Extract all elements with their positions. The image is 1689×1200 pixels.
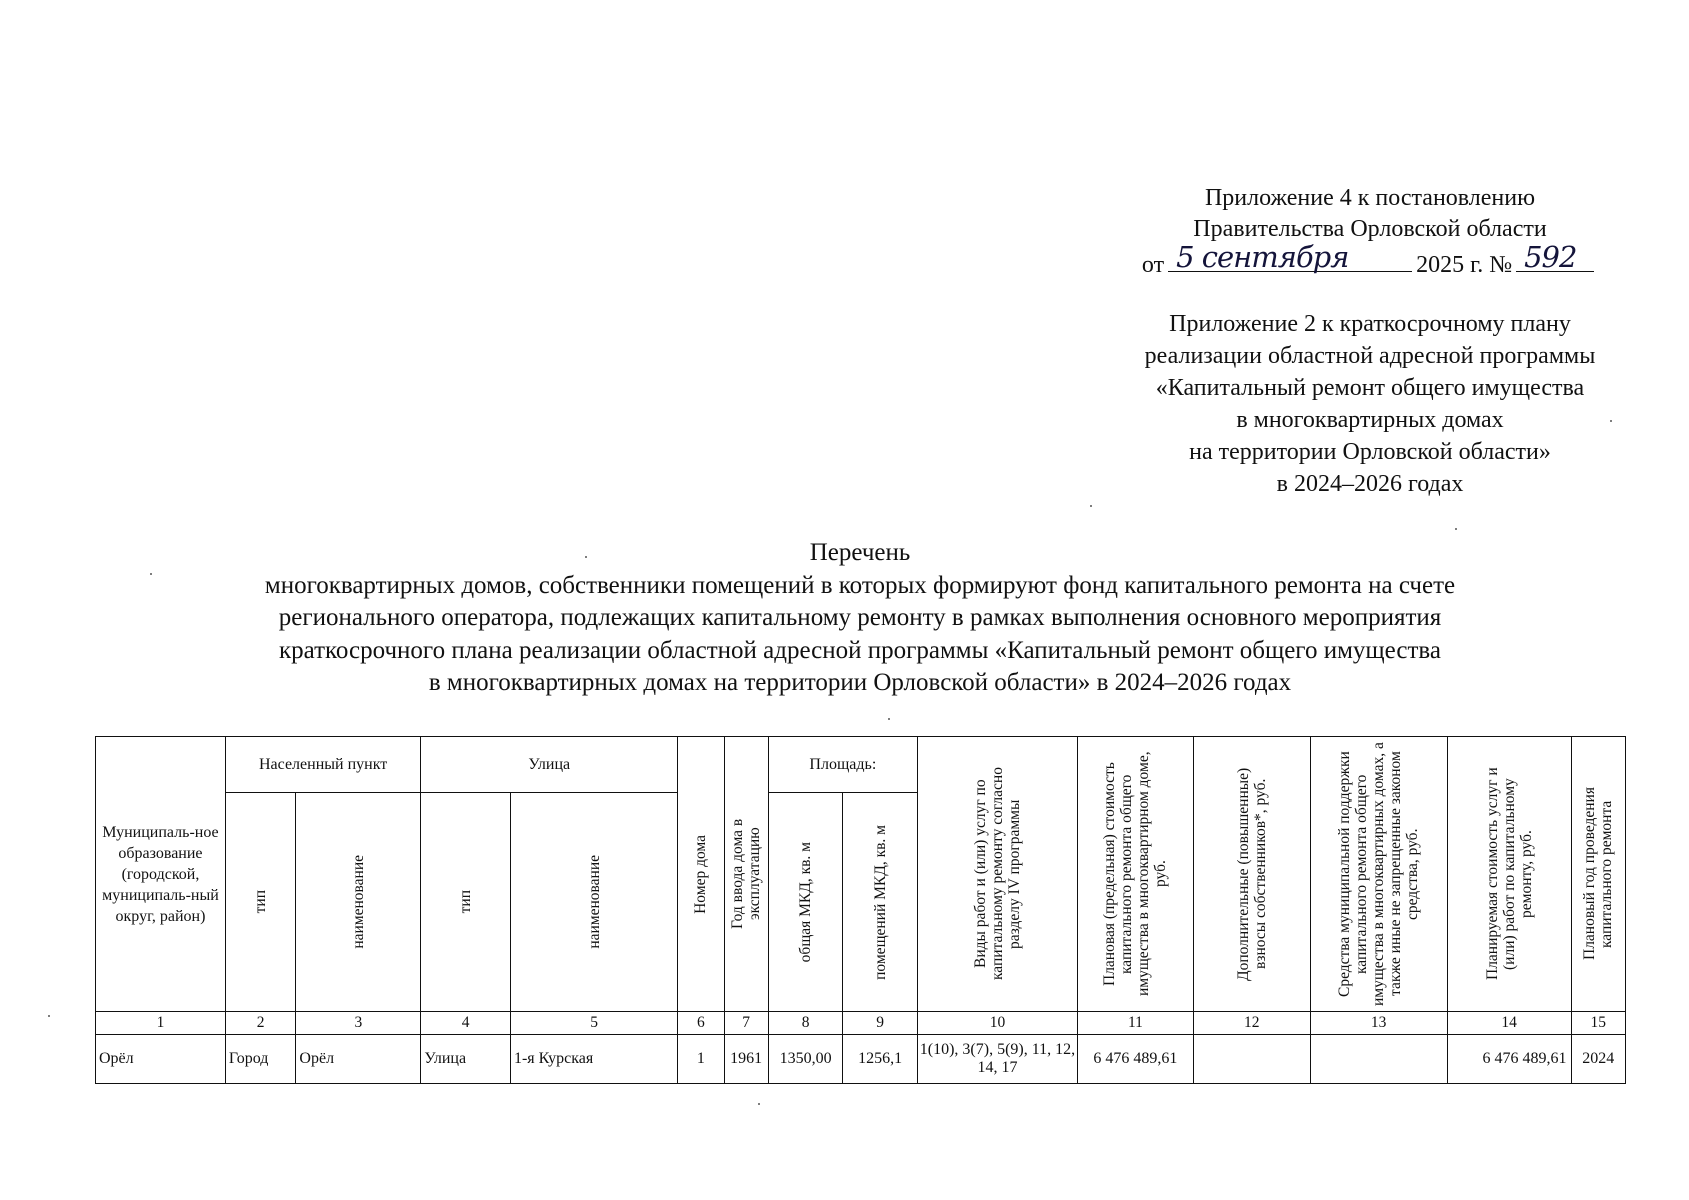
header-row-1 xyxy=(96,737,1626,793)
handwritten-number: 592 xyxy=(1524,240,1577,274)
col-settlement-type-header xyxy=(225,793,296,1012)
cell-house-number: 1 xyxy=(678,1035,724,1084)
cell-street-name: 1-я Курская xyxy=(510,1035,677,1084)
list-title-line: в многоквартирных домах на территории Орловской области» в 2024–2026 годах xyxy=(428,669,1292,696)
year-label: 2025 г. № xyxy=(1416,252,1513,278)
date-blank xyxy=(1168,240,1412,274)
column-number: 14 xyxy=(1447,1012,1571,1035)
col-municipality-header: Муниципаль-ное образование (городской, муниципаль-ный округ, район) xyxy=(96,737,226,1012)
annex-line-1: Приложение 4 к постановлению xyxy=(1204,185,1536,211)
col-street-type-header xyxy=(421,793,511,1012)
cell-additional xyxy=(1193,1035,1310,1084)
col-year-built-header xyxy=(724,737,768,1012)
cell-settlement-name: Орёл xyxy=(296,1035,421,1084)
col-works-header xyxy=(917,737,1077,1012)
year-built-label: Год ввода дома в эксплуатацию xyxy=(729,818,764,930)
planned-year-label: Плановый год проведения капитального ремонта xyxy=(1581,787,1616,961)
col-settlement-header: Населенный пункт xyxy=(225,737,420,793)
from-label: от xyxy=(1141,252,1165,278)
cell-area-premises: 1256,1 xyxy=(843,1035,918,1084)
annex2-line: в 2024–2026 годах xyxy=(1276,471,1464,497)
col-street-name-header xyxy=(510,793,677,1012)
list-title xyxy=(150,537,1570,700)
cell-planned-cost: 6 476 489,61 xyxy=(1447,1035,1571,1084)
col-municipal-funds-header xyxy=(1310,737,1447,1012)
column-number: 3 xyxy=(296,1012,421,1035)
annex2-line: «Капитальный ремонт общего имущества xyxy=(1155,375,1585,401)
area-total-label: общая МКД, кв. м xyxy=(797,841,815,963)
column-number: 1 xyxy=(96,1012,226,1035)
list-title-line: многоквартирных домов, собственники помещений в которых формируют фонд капитального ремонта на счете xyxy=(264,571,1456,599)
number-blank xyxy=(1516,240,1594,274)
max-cost-label: Плановая (предельная) стоимость капитального ремонта общего имущества в многоквартирном доме, руб. xyxy=(1101,751,1170,997)
column-number: 7 xyxy=(724,1012,768,1035)
column-number: 6 xyxy=(678,1012,724,1035)
col-settlement-name-header xyxy=(296,793,421,1012)
decree-line xyxy=(1110,240,1630,281)
municipal-funds-label: Средства муниципальной поддержки капитального ремонта общего имущества в многоквартирных домах, а также иные не запрещенные законом средства, руб. xyxy=(1336,742,1422,1006)
column-number-row xyxy=(96,1012,1626,1035)
planned-cost-label: Планируемая стоимость услуг и (или) работ по капитальному ремонту, руб. xyxy=(1483,767,1535,981)
col-planned-cost-header xyxy=(1447,737,1571,1012)
scan-speck xyxy=(1455,528,1457,530)
scan-speck xyxy=(1610,420,1612,422)
col-planned-year-header xyxy=(1571,737,1625,1012)
area-premises-label: помещений МКД, кв. м xyxy=(871,824,889,980)
house-number-label: Номер дома xyxy=(692,834,710,914)
column-number: 11 xyxy=(1078,1012,1194,1035)
cell-municipality: Орёл xyxy=(96,1035,226,1084)
col-street-header: Улица xyxy=(421,737,678,793)
cell-works: 1(10), 3(7), 5(9), 11, 12, 14, 17 xyxy=(917,1035,1077,1084)
cell-municipal-funds xyxy=(1310,1035,1447,1084)
scan-speck xyxy=(758,1103,760,1105)
column-number: 10 xyxy=(917,1012,1077,1035)
settlement-name-label: наименование xyxy=(349,855,367,949)
annex2-line: реализации областной адресной программы xyxy=(1144,343,1596,369)
column-number: 8 xyxy=(768,1012,843,1035)
scan-speck xyxy=(1090,505,1092,507)
col-area-header: Площадь: xyxy=(768,737,917,793)
scan-speck xyxy=(48,1015,50,1017)
scan-speck xyxy=(150,573,152,575)
column-number: 9 xyxy=(843,1012,918,1035)
additional-label: Дополнительные (повышенные) взносы собственников*, руб. xyxy=(1234,767,1269,981)
cell-settlement-type: Город xyxy=(225,1035,296,1084)
annex2-line: в многоквартирных домах xyxy=(1236,407,1504,433)
annex-line-2: Правительства Орловской области xyxy=(1193,216,1547,242)
scan-speck xyxy=(888,718,890,720)
col-area-total-header xyxy=(768,793,843,1012)
annex2-line: Приложение 2 к краткосрочному плану xyxy=(1169,311,1571,337)
col-max-cost-header xyxy=(1078,737,1194,1012)
column-number: 15 xyxy=(1571,1012,1625,1035)
column-number: 4 xyxy=(421,1012,511,1035)
col-area-premises-header xyxy=(843,793,918,1012)
cell-area-total: 1350,00 xyxy=(768,1035,843,1084)
annex-header xyxy=(1110,183,1630,281)
street-name-label: наименование xyxy=(585,855,603,949)
works-label: Виды работ и (или) услуг по капитальному ремонту согласно разделу IV программы xyxy=(971,767,1023,981)
list-heading: Перечень xyxy=(809,539,911,566)
column-number: 13 xyxy=(1310,1012,1447,1035)
col-house-number-header xyxy=(678,737,724,1012)
houses-table xyxy=(95,736,1626,1084)
column-number: 2 xyxy=(225,1012,296,1035)
annex2-line: на территории Орловской области» xyxy=(1189,439,1551,465)
column-number: 12 xyxy=(1193,1012,1310,1035)
scan-speck xyxy=(585,556,587,558)
cell-year-built: 1961 xyxy=(724,1035,768,1084)
settlement-type-label: тип xyxy=(252,890,270,914)
street-type-label: тип xyxy=(457,890,475,914)
list-title-line: краткосрочного плана реализации областной адресной программы «Капитальный ремонт общего имущества xyxy=(279,636,1441,664)
column-number: 5 xyxy=(510,1012,677,1035)
annex2-header xyxy=(1090,308,1650,500)
cell-street-type: Улица xyxy=(421,1035,511,1084)
table-row xyxy=(96,1035,1626,1084)
cell-planned-year: 2024 xyxy=(1571,1035,1625,1084)
handwritten-date: 5 сентября xyxy=(1176,240,1349,274)
cell-max-cost: 6 476 489,61 xyxy=(1078,1035,1194,1084)
list-title-line: регионального оператора, подлежащих капитальному ремонту в рамках выполнения основного мероприятия xyxy=(278,604,1442,631)
col-additional-header xyxy=(1193,737,1310,1012)
